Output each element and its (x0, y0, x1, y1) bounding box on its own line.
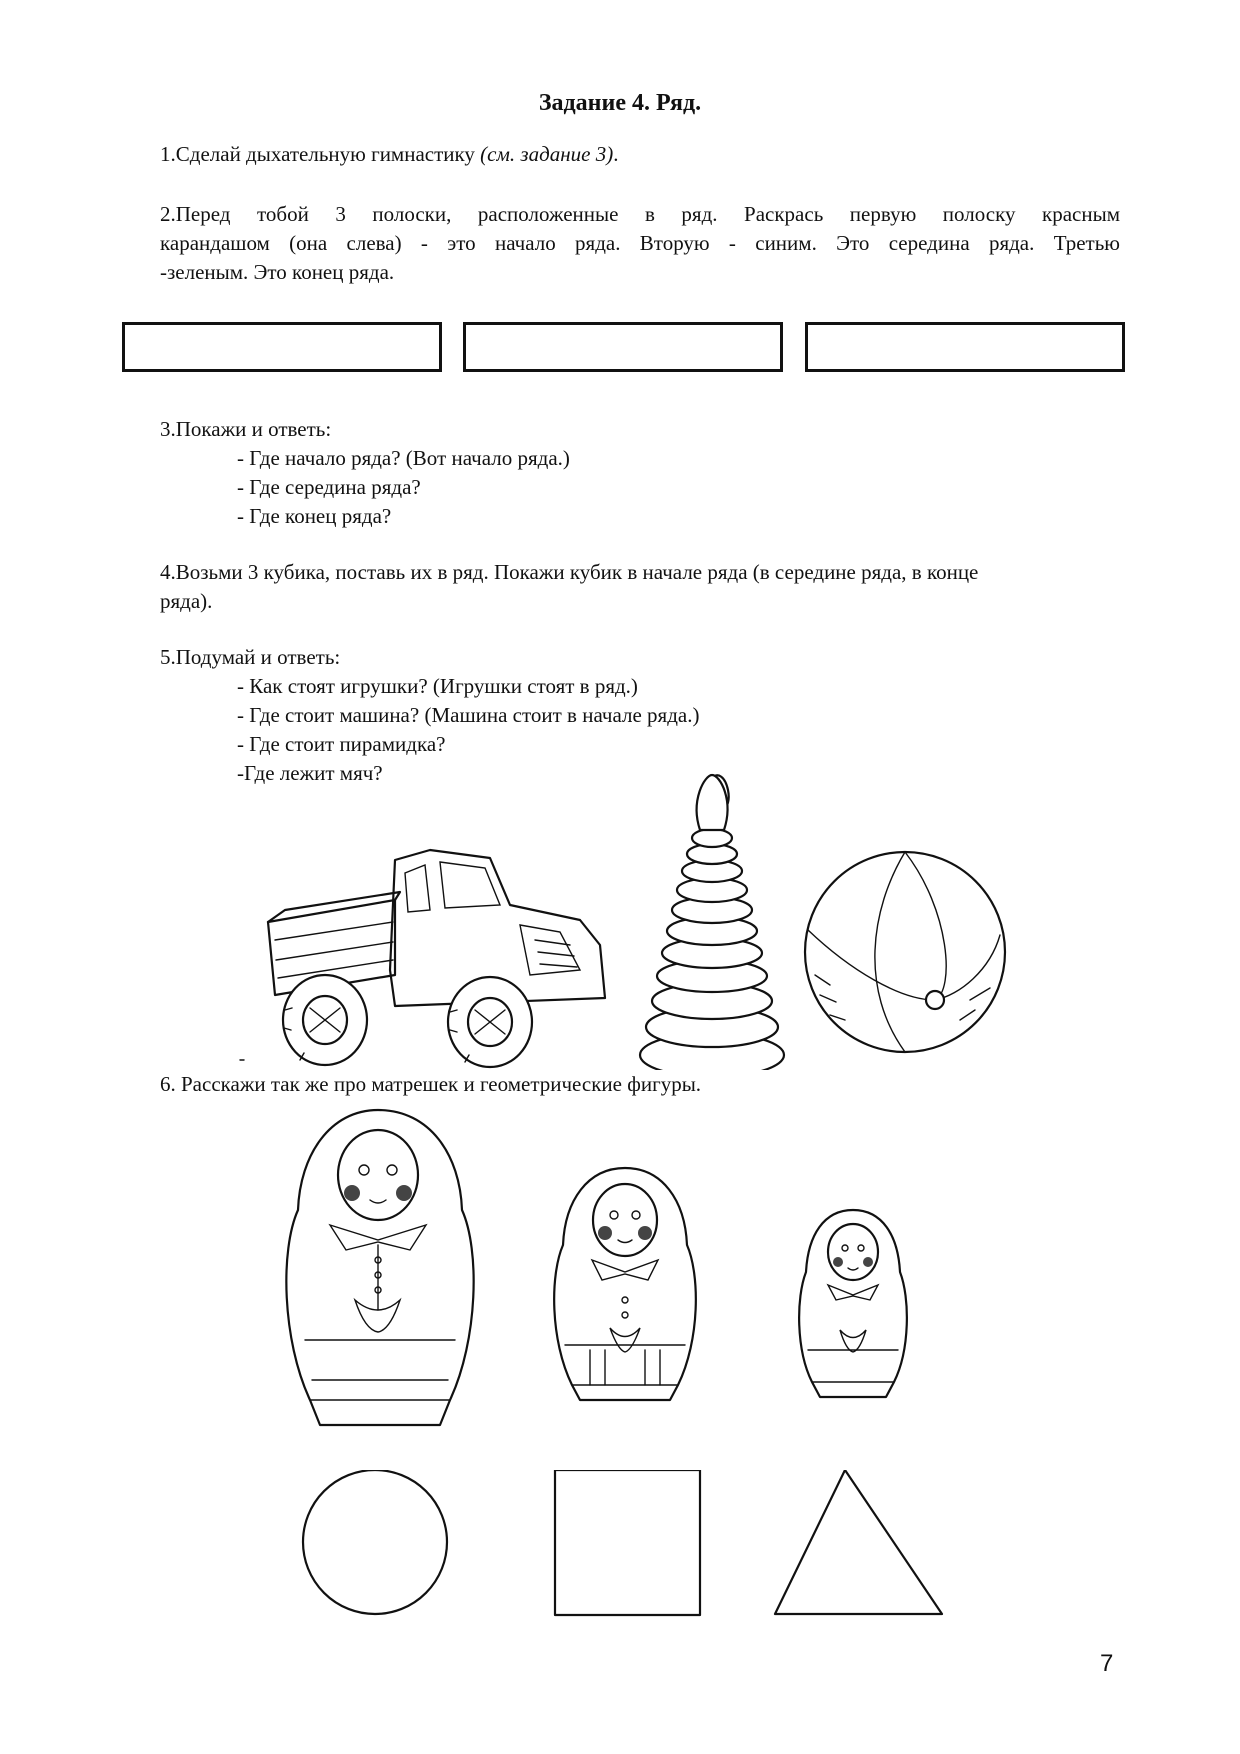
toys-row (0, 770, 1240, 1070)
task-5-heading: 5.Подумай и ответь: (160, 645, 341, 669)
matryoshka-row (0, 1100, 1240, 1440)
task-3-bullet: - Где середина ряда? (237, 475, 421, 499)
task-6-text: 6. Расскажи так же про матрешек и геометрические фигуры. (160, 1072, 702, 1096)
task-1-text: 1.Сделай дыхательную гимнастику (160, 142, 481, 166)
page-title: Задание 4. Ряд. (538, 90, 702, 116)
ball-illustration (805, 852, 1005, 1052)
triangle-shape (775, 1470, 942, 1614)
task-5-bullet: - Где стоит машина? (Машина стоит в начале ряда.) (237, 703, 700, 727)
small-matryoshka (799, 1210, 907, 1397)
third-strip[interactable] (805, 322, 1125, 372)
square-shape (555, 1470, 700, 1615)
task-5-bullet: - Как стоят игрушки? (Игрушки стоят в ряд.) (237, 674, 638, 698)
second-strip[interactable] (463, 322, 783, 372)
task-5-bullet: - Где стоит пирамидка? (237, 732, 446, 756)
task-5-bullet: -Где лежит мяч? (237, 761, 383, 785)
first-strip[interactable] (122, 322, 442, 372)
task-3-bullet: - Где начало ряда? (Вот начало ряда.) (237, 446, 570, 470)
task-4-line: 4.Возьми 3 кубика, поставь их в ряд. Покажи кубик в начале ряда (в середине ряда, в конце (160, 560, 979, 584)
medium-matryoshka (554, 1168, 696, 1400)
task-2-line: -зеленым. Это конец ряда. (160, 260, 395, 284)
task-2-line: 2.Перед тобой 3 полоски, расположенные в ряд. Раскрась первую полоску красным (160, 202, 1120, 226)
task-2 (160, 200, 1120, 287)
task-2-line: карандашом (она слева) - это начало ряда. Вторую - синим. Это середина ряда. Третью (160, 231, 1120, 255)
task-3-heading: 3.Покажи и ответь: (160, 417, 332, 441)
task-3-bullet: - Где конец ряда? (237, 504, 392, 528)
task-4-line: ряда). (160, 589, 213, 613)
task-1-period: . (613, 142, 619, 166)
circle-shape (303, 1470, 447, 1614)
page-number: 7 (1100, 1650, 1114, 1677)
task-1-reference: (см. задание 3) (480, 142, 614, 166)
task-1 (160, 140, 1120, 169)
shapes-row (0, 1470, 1240, 1620)
large-matryoshka (286, 1110, 473, 1425)
truck-illustration (240, 850, 605, 1067)
pyramid-illustration (640, 775, 784, 1070)
